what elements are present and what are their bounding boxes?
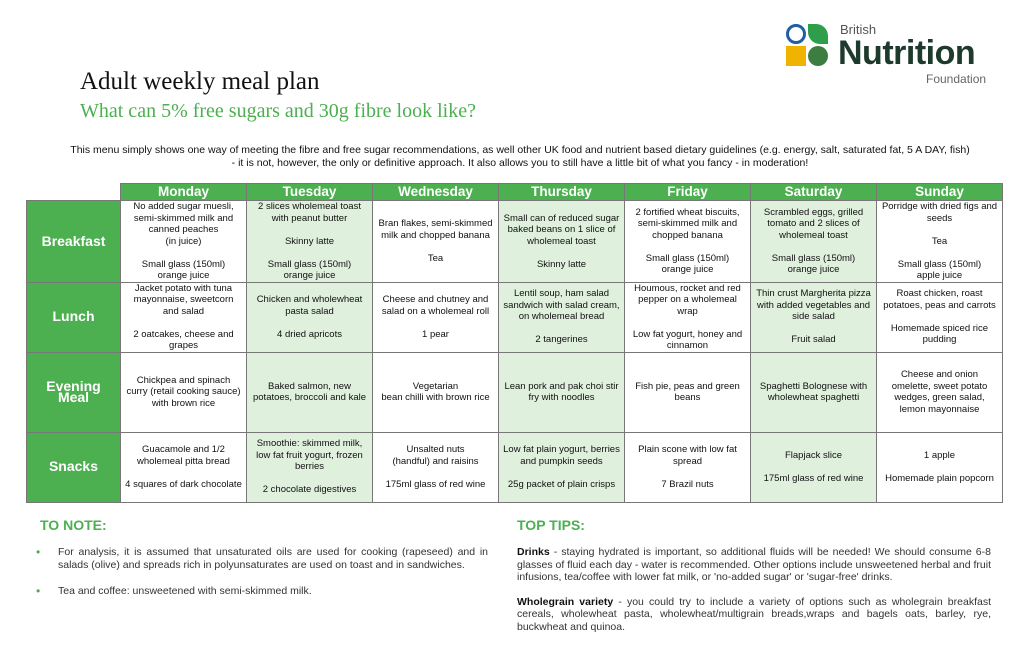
- meal-cell: Fish pie, peas and green beans: [625, 352, 751, 432]
- tip-item: [517, 546, 991, 584]
- breakfast-row: [27, 201, 1003, 283]
- note-item: [36, 585, 488, 598]
- meal-cell: Thin crust Margherita pizza with added vegetables and side salad Fruit salad: [751, 282, 877, 352]
- meal-label-evening: Evening Meal: [27, 352, 121, 432]
- meal-cell: 1 apple Homemade plain popcorn: [877, 432, 1003, 502]
- meal-cell: Flapjack slice 175ml glass of red wine: [751, 432, 877, 502]
- bullet-icon: •: [36, 545, 41, 559]
- meal-cell: Unsalted nuts (handful) and raisins 175ml glass of red wine: [373, 432, 499, 502]
- meal-cell: Chicken and wholewheat pasta salad 4 dried apricots: [247, 282, 373, 352]
- meal-cell: Baked salmon, new potatoes, broccoli and kale: [247, 352, 373, 432]
- meal-cell: Scrambled eggs, grilled tomato and 2 slices of wholemeal toast Small glass (150ml) orange juice: [751, 201, 877, 283]
- meal-label-lunch: Lunch: [27, 282, 121, 352]
- meal-cell: Cheese and chutney and salad on a wholemeal roll 1 pear: [373, 282, 499, 352]
- meal-cell: Guacamole and 1/2 wholemeal pitta bread 4 squares of dark chocolate: [121, 432, 247, 502]
- evening-meal-row: [27, 352, 1003, 432]
- day-header-sunday: Sunday: [877, 184, 1003, 201]
- top-tips-heading: TOP TIPS:: [517, 517, 585, 533]
- logo-text-main: Nutrition: [838, 34, 976, 72]
- meal-cell: Low fat plain yogurt, berries and pumpkin seeds 25g packet of plain crisps: [499, 432, 625, 502]
- snacks-row: [27, 432, 1003, 502]
- note-text: Tea and coffee: unsweetened with semi-skimmed milk.: [58, 585, 312, 597]
- tip-text: - you could try to include a variety of options such as wholegrain breakfast cereals, wholewheat pasta, wholewheat/multigrain breads,wraps and bagels oats, barley, rye, buckwheat and quinoa.: [517, 595, 991, 633]
- to-note-heading: TO NOTE:: [40, 517, 107, 533]
- note-text: For analysis, it is assumed that unsaturated oils are used for cooking (rapeseed) and in salads (olive) and spreads rich in polyunsaturates are used on toast and in sandwiches.: [58, 546, 488, 571]
- day-header-friday: Friday: [625, 184, 751, 201]
- bnf-logo: [786, 20, 1016, 86]
- meal-label-breakfast: Breakfast: [27, 201, 121, 283]
- meal-cell: Chickpea and spinach curry (retail cooking sauce) with brown rice: [121, 352, 247, 432]
- meal-cell: Lean pork and pak choi stir fry with noodles: [499, 352, 625, 432]
- day-header-tuesday: Tuesday: [247, 184, 373, 201]
- logo-mark-icon: [786, 24, 832, 70]
- top-tips-list: [517, 546, 991, 645]
- lunch-row: [27, 282, 1003, 352]
- meal-cell: Plain scone with low fat spread 7 Brazil nuts: [625, 432, 751, 502]
- day-header-wednesday: Wednesday: [373, 184, 499, 201]
- meal-cell: Small can of reduced sugar baked beans on 1 slice of wholemeal toast Skinny latte: [499, 201, 625, 283]
- tip-text: - staying hydrated is important, so additional fluids will be needed! We should consume 6-8 glasses of fluid each day - water is recommended. Other options include unsweetened herbal and fruit infusions, tea/coffee with lower fat milk, or 'no-added sugar' or 'sugar-free' drinks.: [517, 546, 991, 583]
- bullet-icon: •: [36, 584, 41, 598]
- meal-cell: Lentil soup, ham salad sandwich with salad cream, on wholemeal bread 2 tangerines: [499, 282, 625, 352]
- meal-cell: Bran flakes, semi-skimmed milk and chopped banana Tea: [373, 201, 499, 283]
- tip-title: Drinks: [517, 546, 550, 558]
- tip-item: [517, 596, 991, 634]
- to-note-list: [36, 546, 488, 612]
- meal-plan-table: [26, 183, 1003, 503]
- tip-title: Wholegrain variety: [517, 595, 614, 608]
- day-header-saturday: Saturday: [751, 184, 877, 201]
- table-corner: [27, 184, 121, 201]
- logo-text-bottom: Foundation: [926, 72, 987, 86]
- meal-cell: 2 slices wholemeal toast with peanut butter Skinny latte Small glass (150ml) orange juice: [247, 201, 373, 283]
- meal-cell: Porridge with dried figs and seeds Tea Small glass (150ml) apple juice: [877, 201, 1003, 283]
- day-header-thursday: Thursday: [499, 184, 625, 201]
- meal-cell: No added sugar muesli, semi-skimmed milk and canned peaches (in juice) Small glass (150ml) orange juice: [121, 201, 247, 283]
- page-subtitle: What can 5% free sugars and 30g fibre look like?: [80, 100, 476, 122]
- meal-cell: Smoothie: skimmed milk, low fat fruit yogurt, frozen berries 2 chocolate digestives: [247, 432, 373, 502]
- intro-text: This menu simply shows one way of meeting the fibre and free sugar recommendations, as well other UK food and nutrient based dietary guidelines (e.g. energy, salt, saturated fat, 5 A DAY, fish) - it is not, however, the only or definitive approach. It also allows you to still have a little bit of what you fancy - in moderation!: [70, 144, 970, 169]
- meal-cell: Spaghetti Bolognese with wholewheat spaghetti: [751, 352, 877, 432]
- page-title: Adult weekly meal plan: [80, 68, 320, 95]
- meal-cell: Jacket potato with tuna mayonnaise, sweetcorn and salad 2 oatcakes, cheese and grapes: [121, 282, 247, 352]
- meal-cell: Roast chicken, roast potatoes, peas and carrots Homemade spiced rice pudding: [877, 282, 1003, 352]
- meal-label-snacks: Snacks: [27, 432, 121, 502]
- meal-cell: Vegetarian bean chilli with brown rice: [373, 352, 499, 432]
- day-header-row: [27, 184, 1003, 201]
- meal-cell: Cheese and onion omelette, sweet potato wedges, green salad, lemon mayonnaise: [877, 352, 1003, 432]
- meal-cell: 2 fortified wheat biscuits, semi-skimmed milk and chopped banana Small glass (150ml) orange juice: [625, 201, 751, 283]
- day-header-monday: Monday: [121, 184, 247, 201]
- note-item: [36, 546, 488, 571]
- meal-cell: Houmous, rocket and red pepper on a wholemeal wrap Low fat yogurt, honey and cinnamon: [625, 282, 751, 352]
- logo-text-top: British: [840, 22, 877, 37]
